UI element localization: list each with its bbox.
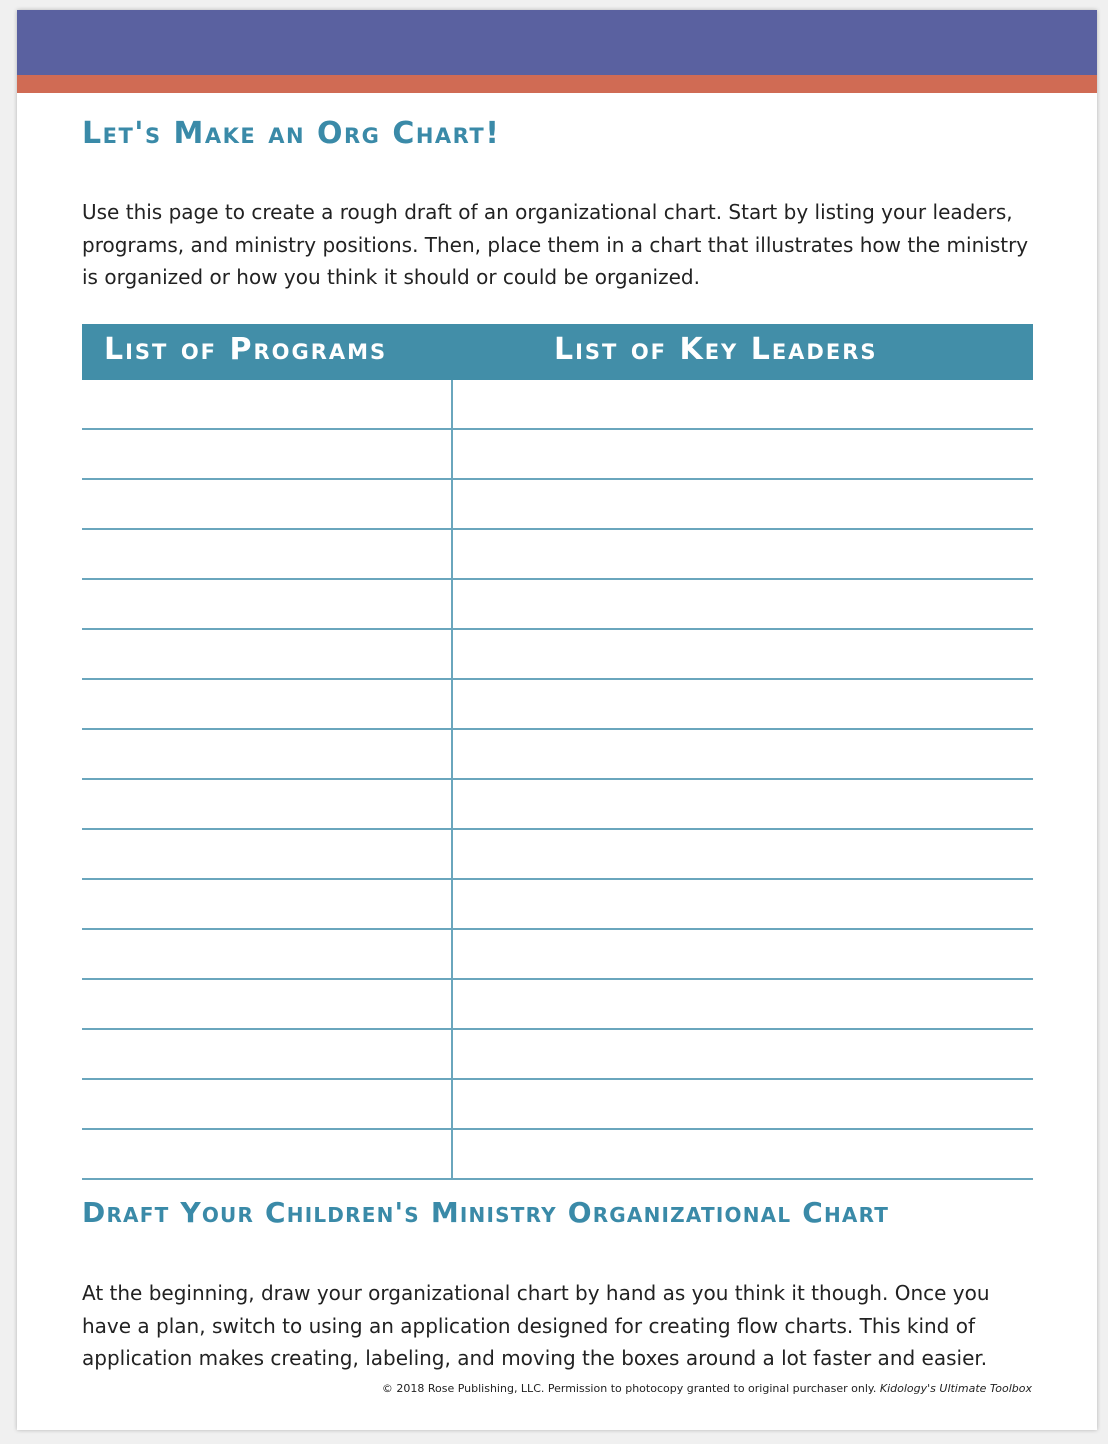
table-row-line <box>82 928 1033 930</box>
table-row-line <box>82 1078 1033 1080</box>
column-header-leaders: List of Key Leaders <box>554 332 878 367</box>
table-row-line <box>82 1128 1033 1130</box>
table-row-line <box>82 678 1033 680</box>
table-row-line <box>82 578 1033 580</box>
table-row-line <box>82 1028 1033 1030</box>
copyright-footer <box>382 1382 1032 1395</box>
book-title: Kidology's Ultimate Toolbox <box>879 1382 1032 1395</box>
table-header <box>82 324 1033 380</box>
table-rows <box>82 380 1033 1179</box>
page-title: Let's Make an Org Chart! <box>82 116 501 151</box>
table-row-line <box>82 1178 1033 1180</box>
table-row-line <box>82 428 1033 430</box>
header-band <box>17 10 1097 75</box>
draft-heading: Draft Your Children's Ministry Organizational Chart <box>82 1196 890 1229</box>
copyright-text: © 2018 Rose Publishing, LLC. Permission to photocopy granted to original purchaser only. <box>381 1382 877 1395</box>
programs-leaders-table <box>82 324 1033 1179</box>
draft-paragraph: At the beginning, draw your organizational chart by hand as you think it though. Once you have a plan, switch to using an application designed for creating flow charts. This kind of application makes creating, labeling, and moving the boxes around a lot faster and easier. <box>82 1281 990 1370</box>
table-row-line <box>82 878 1033 880</box>
table-row-line <box>82 978 1033 980</box>
accent-band <box>17 75 1097 93</box>
intro-paragraph: Use this page to create a rough draft of an organizational chart. Start by listing your leaders, programs, and ministry positions. Then, place them in a chart that illustrates how the ministry is organized or how you think it should or could be organized. <box>82 200 1029 289</box>
table-row-line <box>82 728 1033 730</box>
table-row-line <box>82 778 1033 780</box>
table-row-line <box>82 478 1033 480</box>
table-row-line <box>82 528 1033 530</box>
table-row-line <box>82 628 1033 630</box>
column-header-programs: List of Programs <box>104 332 388 367</box>
table-row-line <box>82 828 1033 830</box>
worksheet-page <box>17 10 1097 1430</box>
